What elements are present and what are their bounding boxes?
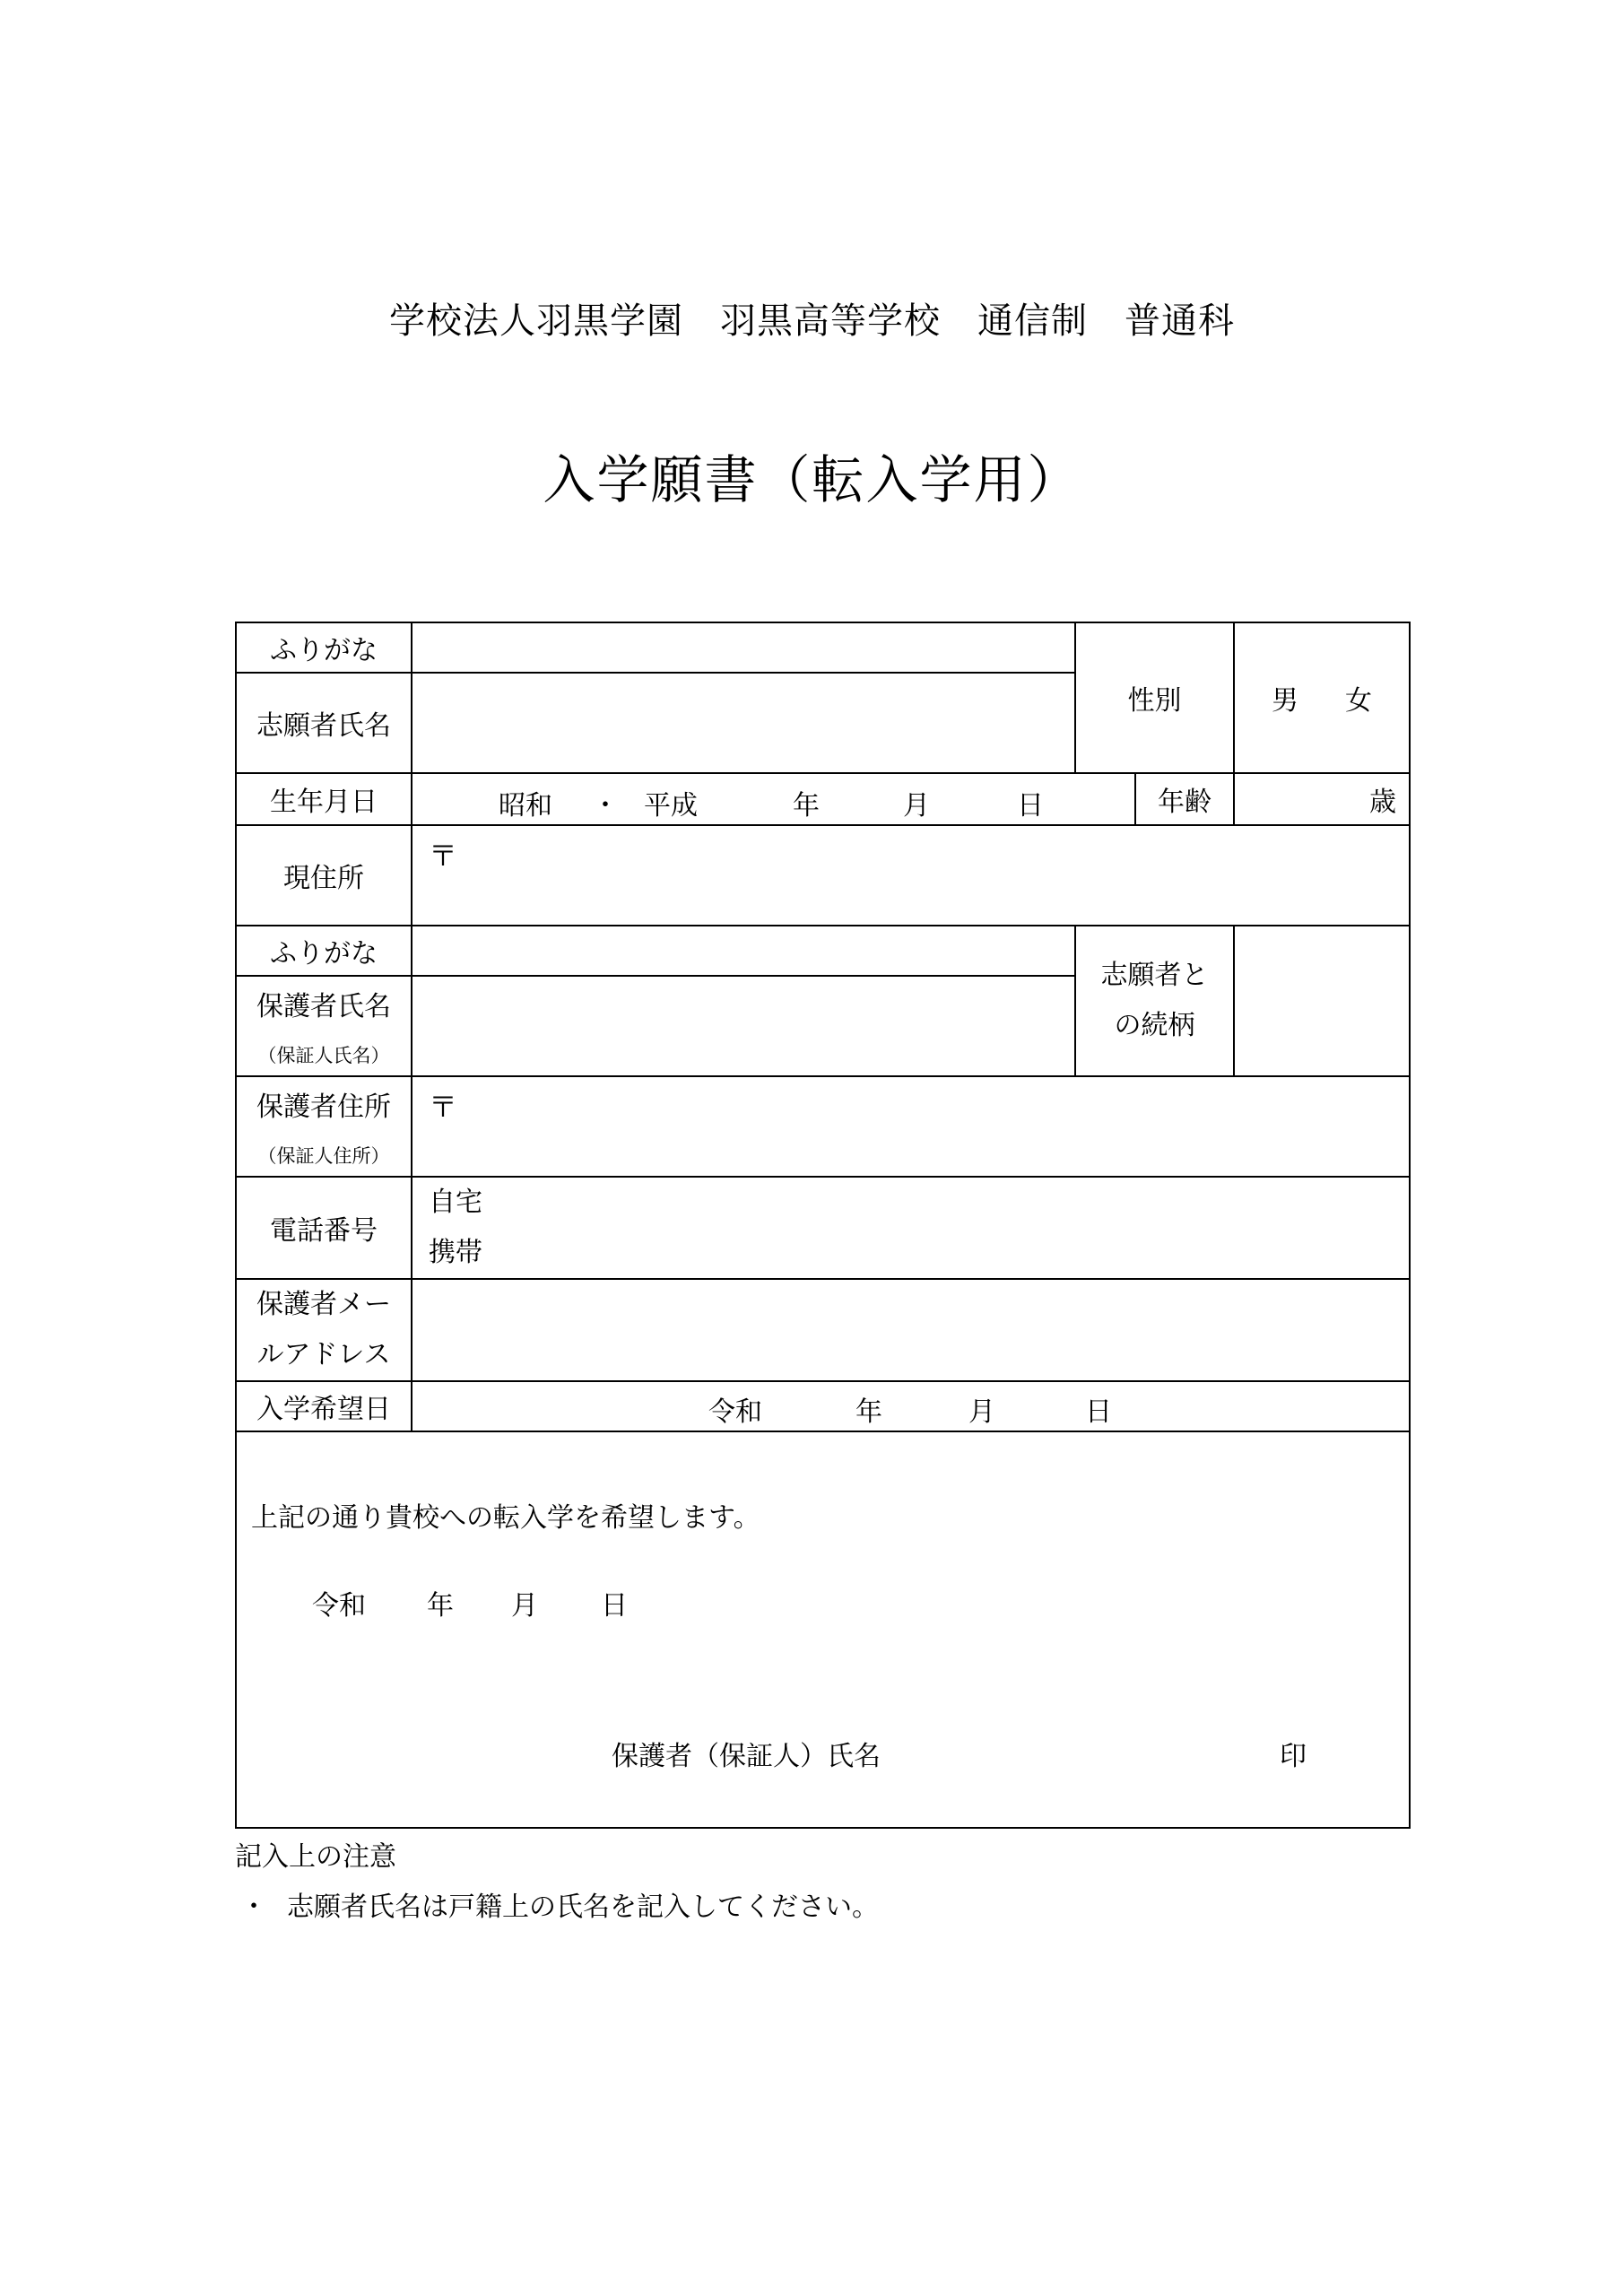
birth-day-unit: 日 bbox=[1017, 790, 1044, 822]
birth-year-unit: 年 bbox=[793, 790, 820, 822]
birth-month-unit: 月 bbox=[903, 790, 930, 822]
birthdate-field[interactable] bbox=[412, 773, 1135, 825]
applicant-name-label: 志願者氏名 bbox=[236, 673, 412, 773]
address-field[interactable] bbox=[412, 825, 1410, 926]
guardian-address-label-text: 保護者住所 bbox=[256, 1091, 391, 1123]
furigana-field[interactable] bbox=[412, 622, 1075, 673]
email-label-line1: 保護者メー bbox=[256, 1289, 391, 1320]
seal-mark: 印 bbox=[1280, 1741, 1307, 1772]
statement-text: 上記の通り貴校への転入学を希望します。 bbox=[251, 1502, 760, 1534]
gender-choice[interactable] bbox=[1234, 622, 1410, 773]
entry-day-unit: 日 bbox=[1085, 1396, 1112, 1428]
guardian-address-sub-label: （保証人住所） bbox=[257, 1145, 390, 1167]
guardian-furigana-label: ふりがな bbox=[236, 926, 412, 976]
guardian-address-field[interactable] bbox=[412, 1076, 1410, 1177]
email-label bbox=[236, 1279, 412, 1381]
guardian-name-field[interactable] bbox=[412, 976, 1075, 1076]
notes-item-text: 志願者氏名は戸籍上の氏名を記入してください。 bbox=[287, 1892, 879, 1923]
applicant-name-field[interactable] bbox=[412, 673, 1075, 773]
era-heisei: 平成 bbox=[644, 790, 698, 822]
guardian-furigana-field[interactable] bbox=[412, 926, 1075, 976]
phone-home-label: 自宅 bbox=[429, 1187, 482, 1218]
statement-year-unit: 年 bbox=[427, 1590, 454, 1622]
gender-label: 性別 bbox=[1075, 622, 1234, 773]
gender-female-option[interactable]: 女 bbox=[1345, 685, 1372, 717]
era-separator: ・ bbox=[592, 790, 619, 822]
guardian-address-label bbox=[236, 1076, 412, 1177]
postal-mark: 〒 bbox=[429, 1090, 458, 1124]
statement-box bbox=[236, 1431, 1410, 1828]
entry-era-reiwa: 令和 bbox=[708, 1396, 762, 1428]
entry-date-label: 入学希望日 bbox=[236, 1381, 412, 1431]
phone-field[interactable] bbox=[412, 1177, 1410, 1279]
era-showa: 昭和 bbox=[499, 790, 552, 822]
guardian-name-sub-label: （保証人氏名） bbox=[257, 1045, 390, 1066]
age-label: 年齢 bbox=[1135, 773, 1234, 825]
relationship-field[interactable] bbox=[1234, 926, 1410, 1076]
age-unit: 歳 bbox=[1369, 787, 1396, 818]
statement-era-reiwa: 令和 bbox=[312, 1590, 366, 1622]
guardian-name-label bbox=[236, 976, 412, 1076]
email-field[interactable] bbox=[412, 1279, 1410, 1381]
relationship-label-line2: の続柄 bbox=[1114, 1010, 1195, 1041]
age-field[interactable] bbox=[1234, 773, 1410, 825]
notes-bullet: ・ bbox=[240, 1892, 267, 1923]
notes-item bbox=[240, 1884, 879, 1924]
school-name-line: 学校法人羽黒学園 羽黒高等学校 通信制 普通科 bbox=[389, 300, 1235, 342]
phone-mobile-label: 携帯 bbox=[429, 1237, 482, 1268]
address-label: 現住所 bbox=[236, 825, 412, 926]
entry-date-field[interactable] bbox=[412, 1381, 1410, 1431]
furigana-label: ふりがな bbox=[236, 622, 412, 673]
email-label-line2: ルアドレス bbox=[256, 1339, 391, 1370]
application-form-table bbox=[235, 622, 1411, 1829]
statement-day-unit: 日 bbox=[601, 1590, 628, 1622]
guardian-sign-label: 保護者（保証人）氏名 bbox=[612, 1741, 881, 1772]
relationship-label bbox=[1075, 926, 1234, 1076]
entry-year-unit: 年 bbox=[855, 1396, 882, 1428]
phone-label: 電話番号 bbox=[236, 1177, 412, 1279]
document-title: 入学願書（転入学用） bbox=[543, 449, 1081, 510]
birthdate-label: 生年月日 bbox=[236, 773, 412, 825]
relationship-label-line1: 志願者と bbox=[1100, 960, 1209, 991]
statement-month-unit: 月 bbox=[511, 1590, 538, 1622]
postal-mark: 〒 bbox=[429, 839, 458, 873]
notes-heading: 記入上の注意 bbox=[235, 1841, 396, 1873]
guardian-name-label-text: 保護者氏名 bbox=[256, 991, 391, 1022]
entry-month-unit: 月 bbox=[968, 1396, 995, 1428]
gender-male-option[interactable]: 男 bbox=[1272, 685, 1298, 717]
